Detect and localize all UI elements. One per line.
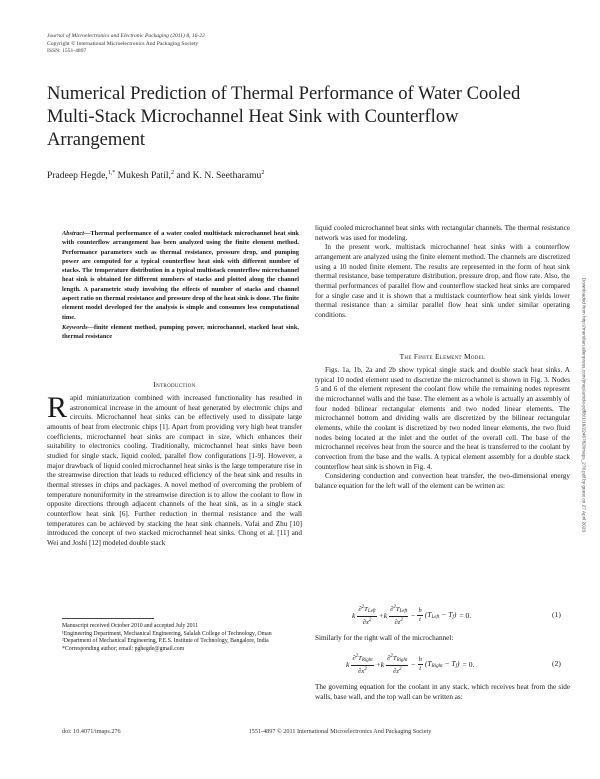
paragraph-2: In the present work, multistack microchannel heat sinks with a counterflow arrangement are analyzed using the finite element method. The channels are discretized using a 10 noded finite element. The results are represented in the form of heat sink thermal resistance, base temperature distribution, pressure drop, and flow rate. Also, the thermal performances of parallel flow and counterflow stacked heat sinks are compared for a single case and it is shown that a multistack counterflow heat sink yields lower thermal resistance than a similar parallel flow heat sink under similar operating conditions. [315, 243, 570, 319]
download-stamp [579, 237, 589, 573]
footer-doi: doi: 10.4071/imaps.276 [62, 728, 121, 735]
keywords [62, 323, 299, 342]
footnote-corresponding: *Corresponding author; email: pghegde@gmail.com [62, 645, 185, 652]
footer-copyright: 1551-4897 © 2011 International Microelectronics And Packaging Society [248, 728, 432, 735]
fem-heading: The Finite Element Model [399, 352, 486, 361]
introduction-body [47, 394, 302, 614]
author-3: and K. N. Seetharamu [176, 170, 262, 182]
right-column-top [315, 224, 570, 321]
issn-line: ISSN: 1551-4897 [47, 48, 87, 55]
keywords-text: —finite element method, pumping power, microchannel, stacked heat sink, thermal resistance [62, 324, 299, 341]
download-stamp-text: Downloaded from http://meridian.allenpress.com/jmep/article-pdf/8/1/16/2246782/imaps_276.pdf by guest on 27 April 2023 [581, 277, 587, 533]
equation-1: k $\frac{\partial^2T_{Left}}{\partial x^2}$ + k $\frac{\partial^2T_{Left}}{\partial z^2}$ − $\frac{h}{t}$ $(T_{Left} - T_f)$ = 0. [352, 604, 472, 626]
equation-1-number: (1) [552, 610, 561, 619]
equation-2: k $\frac{\partial^2T_{Right}}{\partial x^2}$ + k $\frac{\partial^2T_{Right}}{\partial z^2}$ − $\frac{h}{t}$ $(T_{Right} - T_f)$ = 0. [346, 653, 475, 675]
abstract-text: —Thermal performance of a water cooled multistack microchannel heat sink with counterflow arrangement has been analyzed using the finite element method. Performance parameters such as thermal resistance, pressure drop, and pumping power are computed for a typical counterflow heat sink with different number of stacks. The temperature distribution in a typical multistack counterflow microchannel heat sink is obtained for different numbers of stacks and plotted along the channel length. A parametric study involving the effects of number of stacks and channel aspect ratio on thermal resistance and pressure drop of the heat sink is done. The finite element model developed for the analysis is simple and consumes less computational time. [62, 230, 299, 321]
paragraph-5: Similarly for the right wall of the microchannel: [315, 634, 454, 642]
abstract [62, 229, 299, 322]
footnote-rule [62, 618, 154, 619]
journal-line: Journal of Microelectronics and Electronic Packaging (2011) 8, 16-22 [47, 33, 205, 39]
paragraph-3: Figs. 1a, 1b, 2a and 2b show typical single stack and double stack heat sinks. A typical 10 noded element used to discretize the microchannel is shown in Fig. 3. Nodes 5 and 6 of the element represent the coolant flow while the remaining nodes represent the microchannel walls and the base. The element as a whole is actually an assembly of four noded bilinear rectangular elements and two noded linear elements. The microchannel bottom and dividing walls are discretized by the bilinear rectangular elements, while the coolant is discretized by two noded linear elements, the two fluid nodes being located at the inlet and the outlet of the overall cell. The base of the microchannel receives heat from the source and the heat is transferred to the coolant by convection from the base and the walls. A typical element assembly for a double stack counterflow heat sink is shown in Fig. 4. [315, 366, 570, 471]
footnote-received: Manuscript received October 2010 and accepted July 2011 [62, 623, 199, 629]
keywords-label: Keywords [62, 324, 88, 331]
right-column-fem [315, 366, 570, 492]
paragraph-5-wrap [315, 634, 570, 644]
introduction-text: apid miniaturization combined with increased functionality has resulted in astronomical increase in the amount of heat generated by electronic chips and circuits. Microchannel heat sinks can be effectively used to dissipate large amounts of heat from electronic chips [1]. Apart from providing very high heat transfer coefficients, microchannel heat sinks are compact in size, which enhances their suitability to electronics cooling. Traditionally, microchannel heat sinks have been studied for single stack, liquid cooled, parallel flow configurations [1-9]. However, a major drawback of liquid cooled microchannel heat sinks is the large temperature rise in the streamwise direction that leads to reduced efficiency of the heat sink and results in thermal stresses in chips and packages. A novel method of overcoming the problem of temperature nonuniformity in the streamwise direction is to allow the coolant to flow in opposite directions through adjacent channels of the heat sink, as in a single stack counterflow heat sink [6]. Further reduction in thermal resistance and the wall temperatures can be achieved by stacking the heat sink channels. Vafai and Zhu [10] introduced the concept of two stacked microchannel heat sinks. Chong et al. [11] and Wei and Joshi [12] modeled double stack [47, 394, 302, 547]
drop-cap: R [47, 394, 68, 424]
author-1-sup: 1,* [107, 170, 116, 176]
footnote-affiliation-1: ¹Engineering Department, Mechanical Engineering, Salalah College of Technology, Oman [62, 630, 272, 637]
equation-2-number: (2) [552, 659, 561, 668]
author-1: Pradeep Hegde, [47, 170, 108, 182]
author-2: Mukesh Patil, [117, 170, 171, 182]
paragraph-4: Considering conduction and convection heat transfer, the two-dimensional energy balance equation for the left wall of the element can be written as: [315, 472, 570, 490]
author-list [47, 170, 264, 181]
footnote-affiliation-2: ²Department of Mechanical Engineering, P.E.S. Institute of Technology, Bangalore, India [62, 638, 269, 645]
journal-header [47, 33, 205, 56]
paragraph-1: liquid cooled microchannel heat sinks with rectangular channels. The thermal resistance network was used for modeling. [315, 224, 570, 242]
paragraph-6: The governing equation for the coolant in any stack, which receives heat from the side walls, base wall, and the top wall can be written as: [315, 683, 570, 701]
paragraph-6-wrap [315, 683, 570, 702]
introduction-heading: Introduction [153, 380, 196, 389]
copyright-line: Copyright © International Microelectronics And Packaging Society [47, 40, 199, 47]
abstract-label: Abstract [62, 230, 85, 237]
author-3-sup: 2 [261, 170, 265, 176]
paper-title: Numerical Prediction of Thermal Performance of Water Cooled Multi-Stack Microchannel Heat Sink with Counterflow Arrangement [47, 83, 521, 150]
footnotes [62, 623, 302, 653]
author-2-sup: 2 [170, 170, 174, 176]
